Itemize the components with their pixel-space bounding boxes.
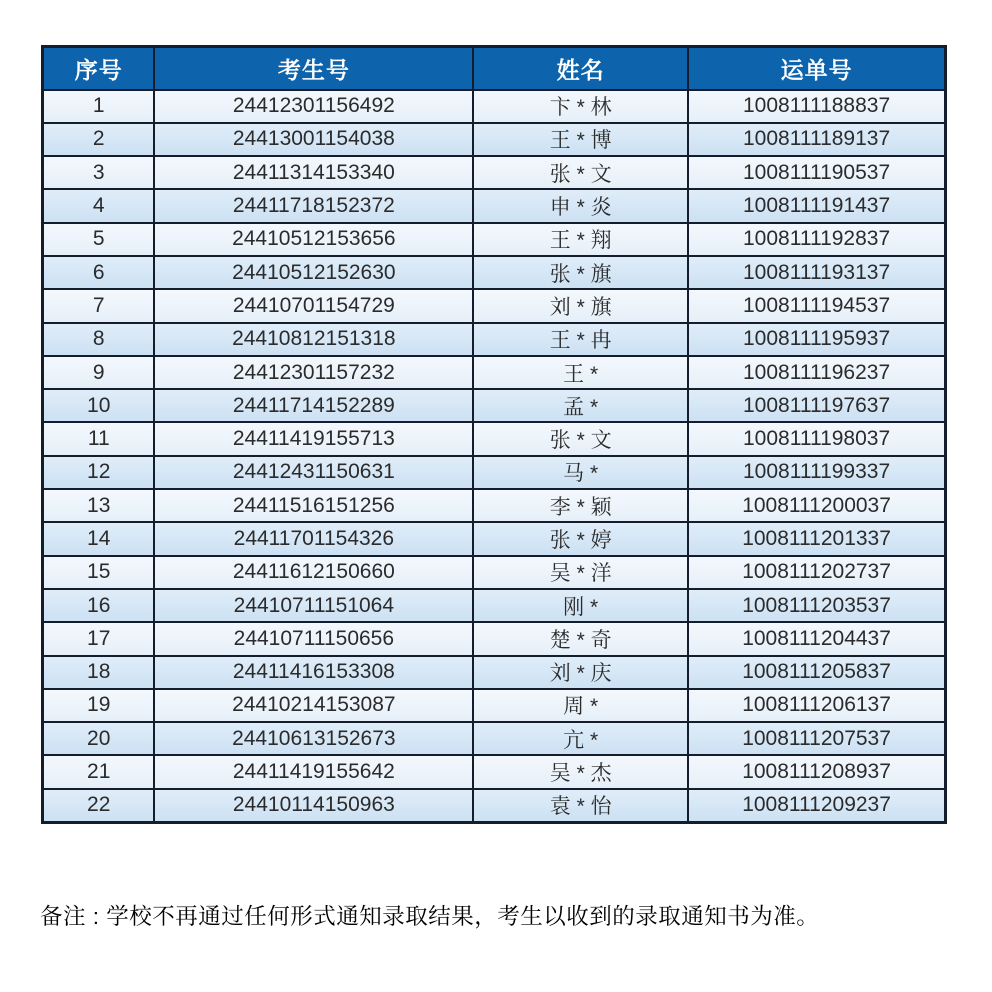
cell-waybill-number: 1008111196237	[688, 356, 945, 389]
table-header	[43, 47, 946, 90]
cell-candidate-number: 24410711151064	[154, 589, 473, 622]
cell-candidate-number: 24411701154326	[154, 522, 473, 555]
cell-waybill-number: 1008111188837	[688, 90, 945, 123]
cell-candidate-number: 24411314153340	[154, 156, 473, 189]
cell-index: 12	[43, 456, 155, 489]
table-row	[43, 289, 946, 322]
cell-waybill-number: 1008111198037	[688, 422, 945, 455]
cell-name: 吴 * 洋	[473, 556, 688, 589]
table-row	[43, 489, 946, 522]
cell-index: 4	[43, 189, 155, 222]
cell-candidate-number: 24410613152673	[154, 722, 473, 755]
cell-waybill-number: 1008111208937	[688, 755, 945, 788]
cell-waybill-number: 1008111206137	[688, 689, 945, 722]
table-row	[43, 356, 946, 389]
admission-table-container	[41, 45, 947, 824]
cell-name: 袁 * 怡	[473, 789, 688, 822]
table-row	[43, 123, 946, 156]
cell-waybill-number: 1008111205837	[688, 656, 945, 689]
cell-waybill-number: 1008111191437	[688, 189, 945, 222]
cell-name: 张 * 文	[473, 156, 688, 189]
cell-index: 16	[43, 589, 155, 622]
cell-candidate-number: 24410512152630	[154, 256, 473, 289]
table-body	[43, 90, 946, 823]
table-row	[43, 689, 946, 722]
cell-index: 5	[43, 223, 155, 256]
cell-waybill-number: 1008111209237	[688, 789, 945, 822]
cell-index: 13	[43, 489, 155, 522]
cell-name: 李 * 颖	[473, 489, 688, 522]
cell-name: 王 *	[473, 356, 688, 389]
cell-index: 9	[43, 356, 155, 389]
cell-waybill-number: 1008111204437	[688, 622, 945, 655]
cell-candidate-number: 24412301156492	[154, 90, 473, 123]
table-row	[43, 189, 946, 222]
cell-candidate-number: 24411419155642	[154, 755, 473, 788]
cell-index: 14	[43, 522, 155, 555]
table-row	[43, 722, 946, 755]
column-header-waybill-number: 运单号	[688, 47, 945, 90]
cell-name: 楚 * 奇	[473, 622, 688, 655]
cell-candidate-number: 24411419155713	[154, 422, 473, 455]
cell-candidate-number: 24410711150656	[154, 622, 473, 655]
cell-name: 张 * 婷	[473, 522, 688, 555]
table-row	[43, 389, 946, 422]
table-row	[43, 522, 946, 555]
table-header-row	[43, 47, 946, 90]
cell-waybill-number: 1008111199337	[688, 456, 945, 489]
cell-name: 亢 *	[473, 722, 688, 755]
cell-name: 申 * 炎	[473, 189, 688, 222]
cell-candidate-number: 24413001154038	[154, 123, 473, 156]
cell-candidate-number: 24411416153308	[154, 656, 473, 689]
cell-waybill-number: 1008111197637	[688, 389, 945, 422]
cell-name: 张 * 旗	[473, 256, 688, 289]
cell-index: 22	[43, 789, 155, 822]
cell-waybill-number: 1008111200037	[688, 489, 945, 522]
cell-name: 马 *	[473, 456, 688, 489]
column-header-name: 姓名	[473, 47, 688, 90]
cell-candidate-number: 24411612150660	[154, 556, 473, 589]
cell-candidate-number: 24410812151318	[154, 323, 473, 356]
column-header-index: 序号	[43, 47, 155, 90]
cell-index: 18	[43, 656, 155, 689]
cell-candidate-number: 24410512153656	[154, 223, 473, 256]
cell-waybill-number: 1008111195937	[688, 323, 945, 356]
cell-candidate-number: 24412431150631	[154, 456, 473, 489]
table-row	[43, 589, 946, 622]
cell-name: 刘 * 庆	[473, 656, 688, 689]
cell-index: 3	[43, 156, 155, 189]
admission-list-table	[41, 45, 947, 824]
table-row	[43, 456, 946, 489]
cell-name: 卞 * 林	[473, 90, 688, 123]
cell-index: 7	[43, 289, 155, 322]
cell-candidate-number: 24412301157232	[154, 356, 473, 389]
table-row	[43, 422, 946, 455]
table-row	[43, 90, 946, 123]
cell-candidate-number: 24410114150963	[154, 789, 473, 822]
cell-waybill-number: 1008111201337	[688, 522, 945, 555]
cell-index: 2	[43, 123, 155, 156]
remark-note: 备注 : 学校不再通过任何形式通知录取结果，考生以收到的录取通知书为准。	[40, 904, 820, 929]
cell-index: 1	[43, 90, 155, 123]
cell-candidate-number: 24411714152289	[154, 389, 473, 422]
cell-name: 周 *	[473, 689, 688, 722]
cell-candidate-number: 24410701154729	[154, 289, 473, 322]
cell-name: 孟 *	[473, 389, 688, 422]
column-header-candidate-number: 考生号	[154, 47, 473, 90]
cell-name: 王 * 冉	[473, 323, 688, 356]
cell-waybill-number: 1008111207537	[688, 722, 945, 755]
cell-name: 张 * 文	[473, 422, 688, 455]
cell-candidate-number: 24410214153087	[154, 689, 473, 722]
cell-index: 8	[43, 323, 155, 356]
table-row	[43, 223, 946, 256]
cell-waybill-number: 1008111192837	[688, 223, 945, 256]
cell-waybill-number: 1008111202737	[688, 556, 945, 589]
table-row	[43, 656, 946, 689]
cell-index: 21	[43, 755, 155, 788]
table-row	[43, 323, 946, 356]
cell-index: 17	[43, 622, 155, 655]
table-row	[43, 256, 946, 289]
cell-name: 刘 * 旗	[473, 289, 688, 322]
cell-waybill-number: 1008111203537	[688, 589, 945, 622]
cell-index: 11	[43, 422, 155, 455]
table-row	[43, 556, 946, 589]
cell-candidate-number: 24411718152372	[154, 189, 473, 222]
cell-name: 吴 * 杰	[473, 755, 688, 788]
cell-index: 6	[43, 256, 155, 289]
table-row	[43, 755, 946, 788]
cell-index: 15	[43, 556, 155, 589]
cell-name: 王 * 翔	[473, 223, 688, 256]
cell-index: 10	[43, 389, 155, 422]
cell-name: 刚 *	[473, 589, 688, 622]
table-row	[43, 789, 946, 822]
cell-index: 19	[43, 689, 155, 722]
cell-name: 王 * 博	[473, 123, 688, 156]
cell-index: 20	[43, 722, 155, 755]
cell-candidate-number: 24411516151256	[154, 489, 473, 522]
cell-waybill-number: 1008111194537	[688, 289, 945, 322]
cell-waybill-number: 1008111189137	[688, 123, 945, 156]
table-row	[43, 156, 946, 189]
cell-waybill-number: 1008111193137	[688, 256, 945, 289]
cell-waybill-number: 1008111190537	[688, 156, 945, 189]
table-row	[43, 622, 946, 655]
